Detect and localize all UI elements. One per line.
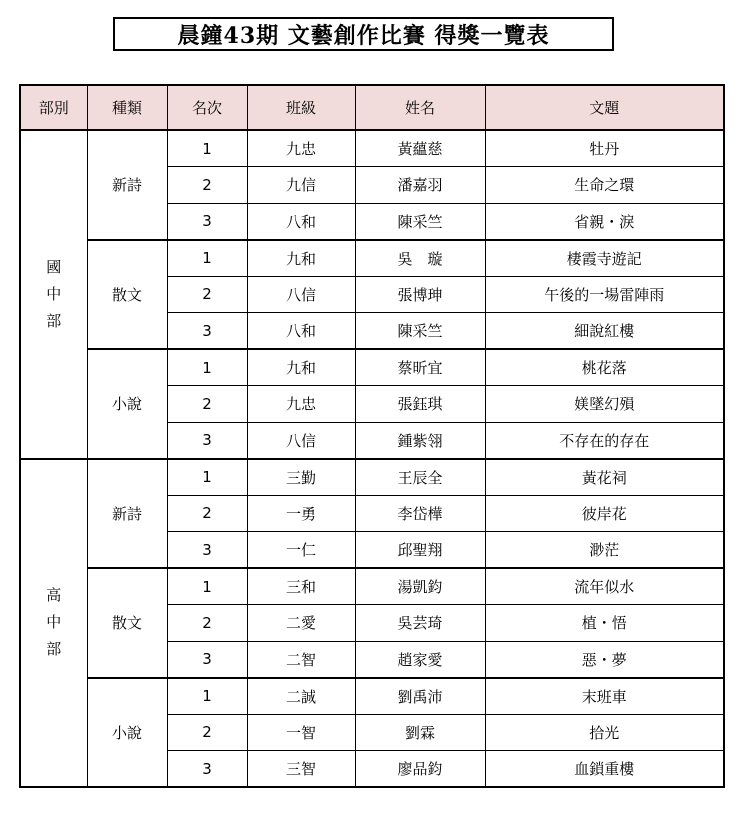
work-title-cell: 流年似水 xyxy=(485,568,724,605)
rank-cell: 1 xyxy=(167,678,247,715)
category-cell: 散文 xyxy=(87,568,167,678)
work-title-cell: 牡丹 xyxy=(485,130,724,167)
header-name: 姓名 xyxy=(355,85,485,130)
class-cell: 二愛 xyxy=(247,605,355,642)
work-title-cell: 黃花祠 xyxy=(485,459,724,496)
header-division: 部別 xyxy=(20,85,87,130)
work-title-cell: 省親・淚 xyxy=(485,203,724,240)
category-cell: 新詩 xyxy=(87,459,167,569)
student-name-cell: 廖品鈞 xyxy=(355,751,485,788)
category-cell: 小說 xyxy=(87,349,167,459)
work-title-cell: 彼岸花 xyxy=(485,495,724,532)
header-class: 班級 xyxy=(247,85,355,130)
class-cell: 九忠 xyxy=(247,386,355,423)
work-title-cell: 拾光 xyxy=(485,714,724,751)
rank-cell: 2 xyxy=(167,167,247,204)
rank-cell: 2 xyxy=(167,276,247,313)
rank-cell: 3 xyxy=(167,641,247,678)
student-name-cell: 邱聖翔 xyxy=(355,532,485,569)
student-name-cell: 陳采竺 xyxy=(355,313,485,350)
rank-cell: 1 xyxy=(167,130,247,167)
table-row xyxy=(20,459,724,496)
header-rank: 名次 xyxy=(167,85,247,130)
rank-cell: 3 xyxy=(167,203,247,240)
class-cell: 八信 xyxy=(247,276,355,313)
rank-cell: 1 xyxy=(167,568,247,605)
class-cell: 八和 xyxy=(247,203,355,240)
class-cell: 九和 xyxy=(247,349,355,386)
header-work-title: 文題 xyxy=(485,85,724,130)
student-name-cell: 鍾紫翎 xyxy=(355,422,485,459)
student-name-cell: 李岱樺 xyxy=(355,495,485,532)
rank-cell: 1 xyxy=(167,240,247,277)
rank-cell: 3 xyxy=(167,532,247,569)
table-row xyxy=(20,130,724,167)
student-name-cell: 劉霖 xyxy=(355,714,485,751)
class-cell: 三和 xyxy=(247,568,355,605)
category-cell: 新詩 xyxy=(87,130,167,240)
student-name-cell: 蔡昕宜 xyxy=(355,349,485,386)
class-cell: 三勤 xyxy=(247,459,355,496)
work-title-cell: 惡・夢 xyxy=(485,641,724,678)
class-cell: 三智 xyxy=(247,751,355,788)
table-row xyxy=(20,568,724,605)
header-category: 種類 xyxy=(87,85,167,130)
student-name-cell: 潘嘉羽 xyxy=(355,167,485,204)
work-title-cell: 生命之環 xyxy=(485,167,724,204)
student-name-cell: 吳 璇 xyxy=(355,240,485,277)
work-title-cell: 血鎖重樓 xyxy=(485,751,724,788)
work-title-cell: 棲霞寺遊記 xyxy=(485,240,724,277)
work-title-cell: 不存在的存在 xyxy=(485,422,724,459)
table-body xyxy=(20,130,724,787)
rank-cell: 2 xyxy=(167,495,247,532)
work-title-cell: 渺茫 xyxy=(485,532,724,569)
page-title: 晨鐘43期 文藝創作比賽 得獎一覽表 xyxy=(113,17,614,51)
student-name-cell: 黃蘊慈 xyxy=(355,130,485,167)
table-row xyxy=(20,240,724,277)
work-title-cell: 末班車 xyxy=(485,678,724,715)
rank-cell: 1 xyxy=(167,459,247,496)
student-name-cell: 王辰全 xyxy=(355,459,485,496)
class-cell: 二誠 xyxy=(247,678,355,715)
rank-cell: 3 xyxy=(167,751,247,788)
class-cell: 九信 xyxy=(247,167,355,204)
table-row xyxy=(20,678,724,715)
class-cell: 一智 xyxy=(247,714,355,751)
student-name-cell: 吳芸琦 xyxy=(355,605,485,642)
table-row xyxy=(20,349,724,386)
class-cell: 二智 xyxy=(247,641,355,678)
student-name-cell: 張鈺琪 xyxy=(355,386,485,423)
class-cell: 九和 xyxy=(247,240,355,277)
student-name-cell: 陳采竺 xyxy=(355,203,485,240)
student-name-cell: 湯凱鈞 xyxy=(355,568,485,605)
class-cell: 八和 xyxy=(247,313,355,350)
rank-cell: 2 xyxy=(167,386,247,423)
student-name-cell: 張博珅 xyxy=(355,276,485,313)
class-cell: 八信 xyxy=(247,422,355,459)
rank-cell: 3 xyxy=(167,422,247,459)
work-title-cell: 午後的一場雷陣雨 xyxy=(485,276,724,313)
division-cell: 高 中 部 xyxy=(20,459,87,788)
category-cell: 小說 xyxy=(87,678,167,788)
rank-cell: 2 xyxy=(167,714,247,751)
work-title-cell: 植・悟 xyxy=(485,605,724,642)
division-cell: 國 中 部 xyxy=(20,130,87,459)
class-cell: 九忠 xyxy=(247,130,355,167)
rank-cell: 2 xyxy=(167,605,247,642)
student-name-cell: 劉禹沛 xyxy=(355,678,485,715)
rank-cell: 3 xyxy=(167,313,247,350)
class-cell: 一仁 xyxy=(247,532,355,569)
student-name-cell: 趙家愛 xyxy=(355,641,485,678)
category-cell: 散文 xyxy=(87,240,167,350)
work-title-cell: 桃花落 xyxy=(485,349,724,386)
work-title-cell: 媄墜幻殞 xyxy=(485,386,724,423)
table-header xyxy=(20,85,724,130)
rank-cell: 1 xyxy=(167,349,247,386)
class-cell: 一勇 xyxy=(247,495,355,532)
awards-table xyxy=(19,84,725,788)
work-title-cell: 細說紅樓 xyxy=(485,313,724,350)
